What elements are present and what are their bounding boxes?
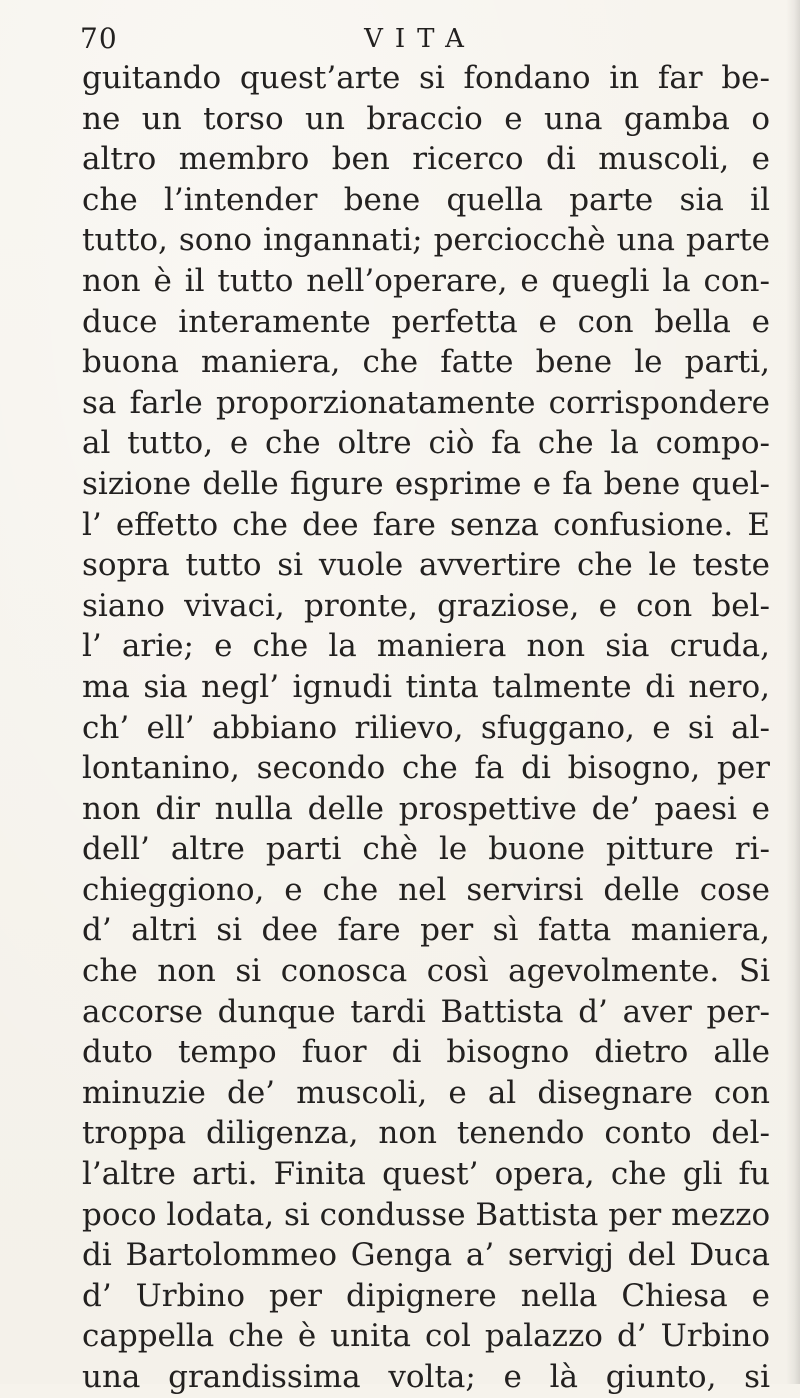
text-line-30: di Bartolommeo Genga a’ servigj del Duca (82, 1237, 770, 1274)
text-line-9: sa farle proporzionatamente corrispondere (82, 384, 770, 421)
text-line-14: siano vivaci, pronte, graziose, e con bel- (82, 587, 770, 624)
text-line-18: lontanino, secondo che fa di bisogno, per (82, 750, 770, 787)
text-line-2: ne un torso un braccio e una gamba o (82, 100, 770, 137)
page-edge-shadow (786, 0, 800, 1384)
text-line-6: non è il tutto nell’operare, e quegli la con- (82, 262, 770, 299)
text-line-24: accorse dunque tardi Battista d’ aver per- (82, 993, 770, 1030)
text-line-7: duce interamente perfetta e con bella e (82, 303, 770, 340)
text-line-28: l’altre arti. Finita quest’ opera, che gli fu (82, 1156, 770, 1193)
text-line-20: dell’ altre parti chè le buone pitture ri- (82, 831, 770, 868)
text-line-16: ma sia negl’ ignudi tinta talmente di nero, (82, 668, 770, 705)
text-line-10: al tutto, e che oltre ciò fa che la compo- (82, 425, 770, 462)
text-line-23: che non si conosca così agevolmente. Si (82, 953, 770, 990)
running-head: VITA (364, 24, 476, 54)
body-text (82, 58, 770, 1398)
text-line-33: una grandissima volta; e là giunto, si (82, 1359, 770, 1395)
text-line-21: chieggiono, e che nel servirsi delle cose (82, 871, 770, 908)
text-line-11: sizione delle figure esprime e fa bene quel- (82, 465, 770, 502)
text-line-17: ch’ ell’ abbiano rilievo, sfuggano, e si al- (82, 709, 770, 746)
text-line-19: non dir nulla delle prospettive de’ paesi e (82, 790, 770, 827)
page-header (80, 16, 760, 56)
text-line-3: altro membro ben ricerco di muscoli, e (82, 141, 770, 178)
text-line-1: guitando quest’arte si fondano in far be- (82, 60, 770, 96)
text-line-15: l’ arie; e che la maniera non sia cruda, (82, 628, 770, 665)
page-number: 70 (80, 22, 118, 55)
text-line-31: d’ Urbino per dipignere nella Chiesa e (82, 1277, 770, 1314)
text-line-4: che l’intender bene quella parte sia il (82, 181, 770, 218)
text-line-29: poco lodata, si condusse Battista per mezzo (82, 1196, 770, 1233)
text-line-12: l’ effetto che dee fare senza confusione. E (82, 506, 770, 543)
text-line-5: tutto, sono ingannati; perciocchè una parte (82, 222, 770, 259)
text-line-32: cappella che è unita col palazzo d’ Urbino (82, 1318, 770, 1355)
text-line-8: buona maniera, che fatte bene le parti, (82, 344, 770, 381)
text-line-26: minuzie de’ muscoli, e al disegnare con (82, 1074, 770, 1111)
text-line-22: d’ altri si dee fare per sì fatta maniera, (82, 912, 770, 949)
text-line-13: sopra tutto si vuole avvertire che le teste (82, 547, 770, 584)
text-line-27: troppa diligenza, non tenendo conto del- (82, 1115, 770, 1152)
text-line-25: duto tempo fuor di bisogno dietro alle (82, 1034, 770, 1071)
